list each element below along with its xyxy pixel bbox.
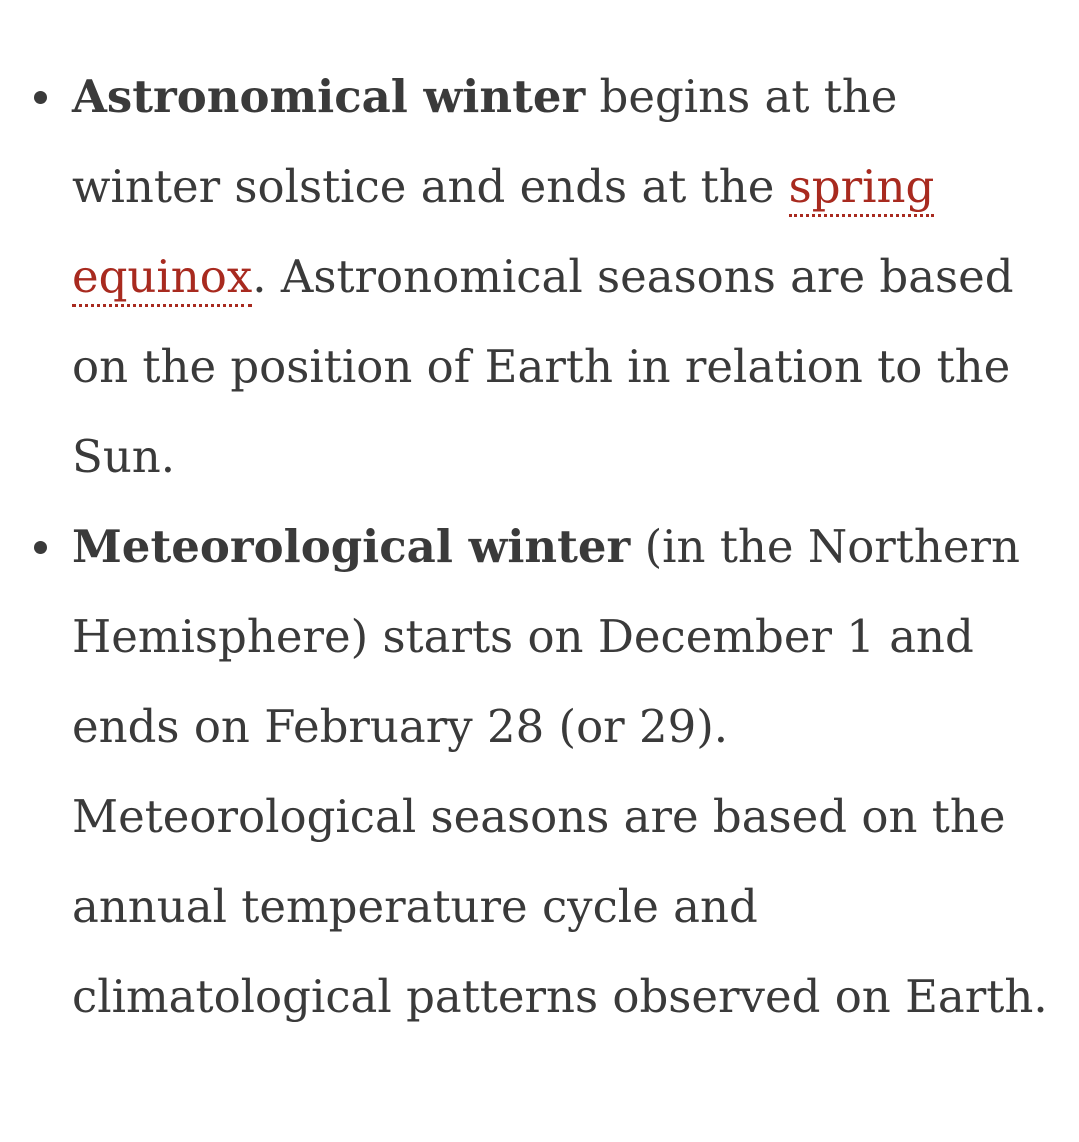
spring-equinox-link-part2[interactable]: equinox: [72, 250, 252, 307]
meteorological-winter-term: Meteorological winter: [72, 520, 631, 573]
astronomical-text-after-link: . Astronomical seasons are based on the position of Earth in relation to the Sun.: [72, 250, 1014, 483]
bullet-icon: [34, 541, 47, 554]
list-item-meteorological: [0, 502, 1079, 1042]
winter-definitions-list: [0, 52, 1079, 1042]
article-content: [0, 52, 1079, 1042]
astronomical-text-before-link: begins at the winter solstice and ends at the: [72, 70, 898, 213]
list-item-astronomical: [0, 52, 1079, 502]
meteorological-text: (in the Northern Hemisphere) starts on December 1 and ends on February 28 (or 29). Meteorological seasons are based on the annual temperature cycle and climatological patterns observed on Earth.: [72, 520, 1048, 1023]
astronomical-winter-term: Astronomical winter: [72, 70, 586, 123]
spring-equinox-link-part1[interactable]: spring: [789, 160, 935, 217]
bullet-icon: [34, 91, 47, 104]
